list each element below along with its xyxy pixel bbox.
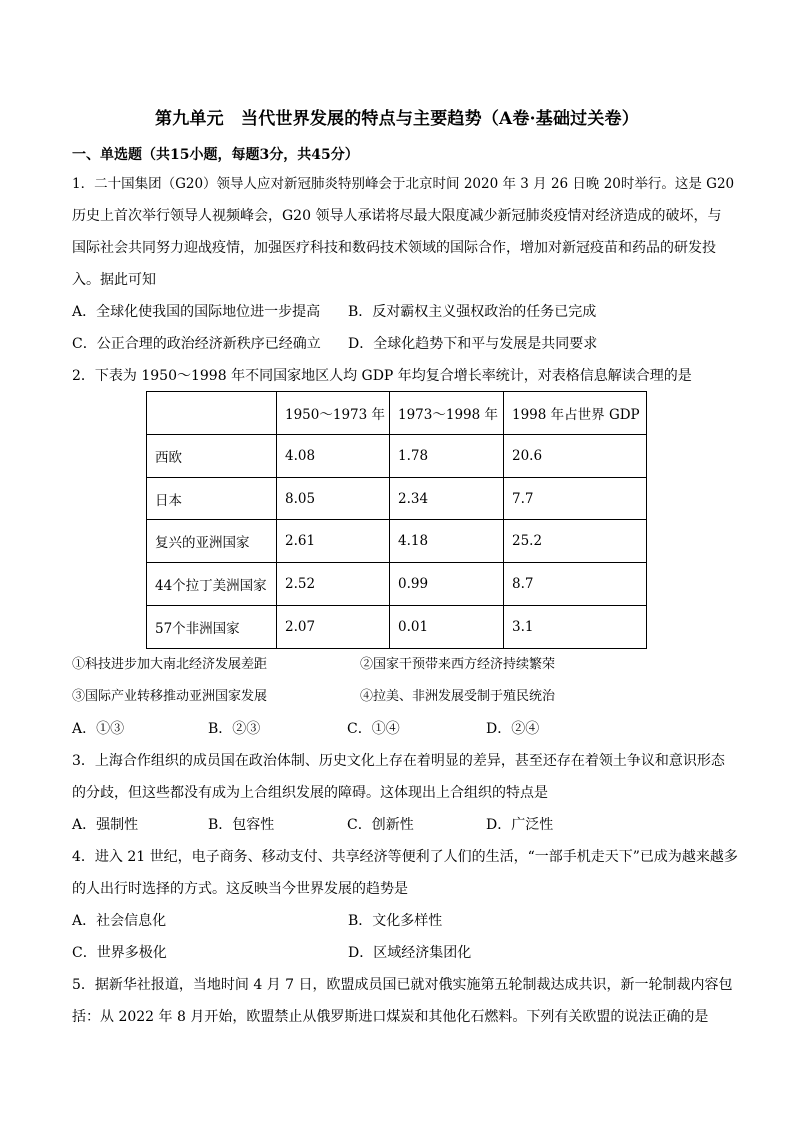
q4-option-d: D．区域经济集团化 [348, 945, 472, 961]
table-cell: 4.08 [277, 434, 390, 477]
q4-line: 4．进入 21 世纪，电子商务、移动支付、共享经济等便利了人们的生活，“一部手机走天下”已成为越来越多 [72, 849, 738, 865]
q5-line: 5．据新华社报道，当地时间 4 月 7 日，欧盟成员国已就对俄实施第五轮制裁达成共识，新一轮制裁内容包 [72, 977, 733, 993]
q3-option-d: D．广泛性 [486, 817, 554, 833]
q1-option-a: A．全球化使我国的国际地位进一步提高 [72, 304, 321, 320]
q4-option-c: C．世界多极化 [72, 945, 167, 961]
q2-option-d: D．②④ [486, 721, 540, 737]
table-cell: 2.61 [277, 520, 390, 563]
table-cell: 1.78 [390, 434, 504, 477]
table-row [147, 477, 647, 520]
q3-option-a: A．强制性 [72, 817, 139, 833]
table-header-cell [147, 392, 277, 435]
table-header-row [147, 392, 647, 435]
table-row [147, 606, 647, 649]
q2-option-b: B．②③ [208, 721, 261, 737]
q2-statement-3: ③国际产业转移推动亚洲国家发展 [72, 689, 268, 704]
table-cell: 25.2 [504, 520, 647, 563]
q4-option-a: A．社会信息化 [72, 913, 167, 929]
q1-option-b: B．反对霸权主义强权政治的任务已完成 [348, 304, 597, 320]
q2-stem: 2．下表为 1950～1998 年不同国家地区人均 GDP 年均复合增长率统计，对表格信息解读合理的是 [72, 368, 692, 384]
q2-option-a: A．①③ [72, 721, 125, 737]
table-header-cell: 1998 年占世界 GDP [504, 392, 647, 435]
page-title: 第九单元 当代世界发展的特点与主要趋势（A卷·基础过关卷） [155, 109, 639, 129]
q4-option-b: B．文化多样性 [348, 913, 443, 929]
table-row [147, 520, 647, 563]
section-heading: 一、单选题（共15小题，每题3分，共45分） [72, 147, 359, 163]
gdp-growth-table [146, 391, 647, 649]
q2-statement-2: ②国家干预带来西方经济持续繁荣 [360, 657, 556, 672]
q3-line: 3．上海合作组织的成员国在政治体制、历史文化上存在着明显的差异，甚至还存在着领土争议和意识形态 [72, 753, 725, 769]
table-cell: 8.05 [277, 477, 390, 520]
q3-option-b: B．包容性 [208, 817, 275, 833]
table-cell: 44个拉丁美洲国家 [147, 563, 277, 606]
q3-line: 的分歧，但这些都没有成为上合组织发展的障碍。这体现出上合组织的特点是 [72, 785, 548, 801]
table-cell: 西欧 [147, 434, 277, 477]
table-cell: 20.6 [504, 434, 647, 477]
table-cell: 4.18 [390, 520, 504, 563]
table-header-cell: 1973～1998 年 [390, 392, 504, 435]
q5-line: 括：从 2022 年 8 月开始，欧盟禁止从俄罗斯进口煤炭和其他化石燃料。下列有关欧盟的说法正确的是 [72, 1009, 709, 1025]
table-cell: 3.1 [504, 606, 647, 649]
table-header-cell: 1950～1973 年 [277, 392, 390, 435]
q1-option-d: D．全球化趋势下和平与发展是共同要求 [348, 336, 598, 352]
q1-line: 历史上首次举行领导人视频峰会，G20 领导人承诺将尽最大限度减少新冠肺炎疫情对经济造成的破坏，与 [72, 208, 722, 224]
table-cell: 2.07 [277, 606, 390, 649]
q1-line: 国际社会共同努力迎战疫情，加强医疗科技和数码技术领域的国际合作，增加对新冠疫苗和药品的研发投 [72, 240, 716, 256]
q1-line: 入。据此可知 [72, 272, 156, 288]
table-cell: 2.52 [277, 563, 390, 606]
table-row [147, 563, 647, 606]
q3-option-c: C．创新性 [347, 817, 414, 833]
table-cell: 57个非洲国家 [147, 606, 277, 649]
table-cell: 8.7 [504, 563, 647, 606]
table-row [147, 434, 647, 477]
table-cell: 日本 [147, 477, 277, 520]
table-cell: 复兴的亚洲国家 [147, 520, 277, 563]
q2-option-c: C．①④ [347, 721, 400, 737]
table-cell: 2.34 [390, 477, 504, 520]
q4-line: 的人出行时选择的方式。这反映当今世界发展的趋势是 [72, 881, 408, 897]
q1-option-c: C．公正合理的政治经济新秩序已经确立 [72, 336, 321, 352]
q2-statement-1: ①科技进步加大南北经济发展差距 [72, 657, 268, 672]
table-cell: 0.01 [390, 606, 504, 649]
q1-line: 1．二十国集团（G20）领导人应对新冠肺炎特别峰会于北京时间 2020 年 3 月 26 日晚 20时举行。这是 G20 [72, 176, 735, 192]
q2-statement-4: ④拉美、非洲发展受制于殖民统治 [360, 689, 556, 704]
table-cell: 7.7 [504, 477, 647, 520]
table-cell: 0.99 [390, 563, 504, 606]
